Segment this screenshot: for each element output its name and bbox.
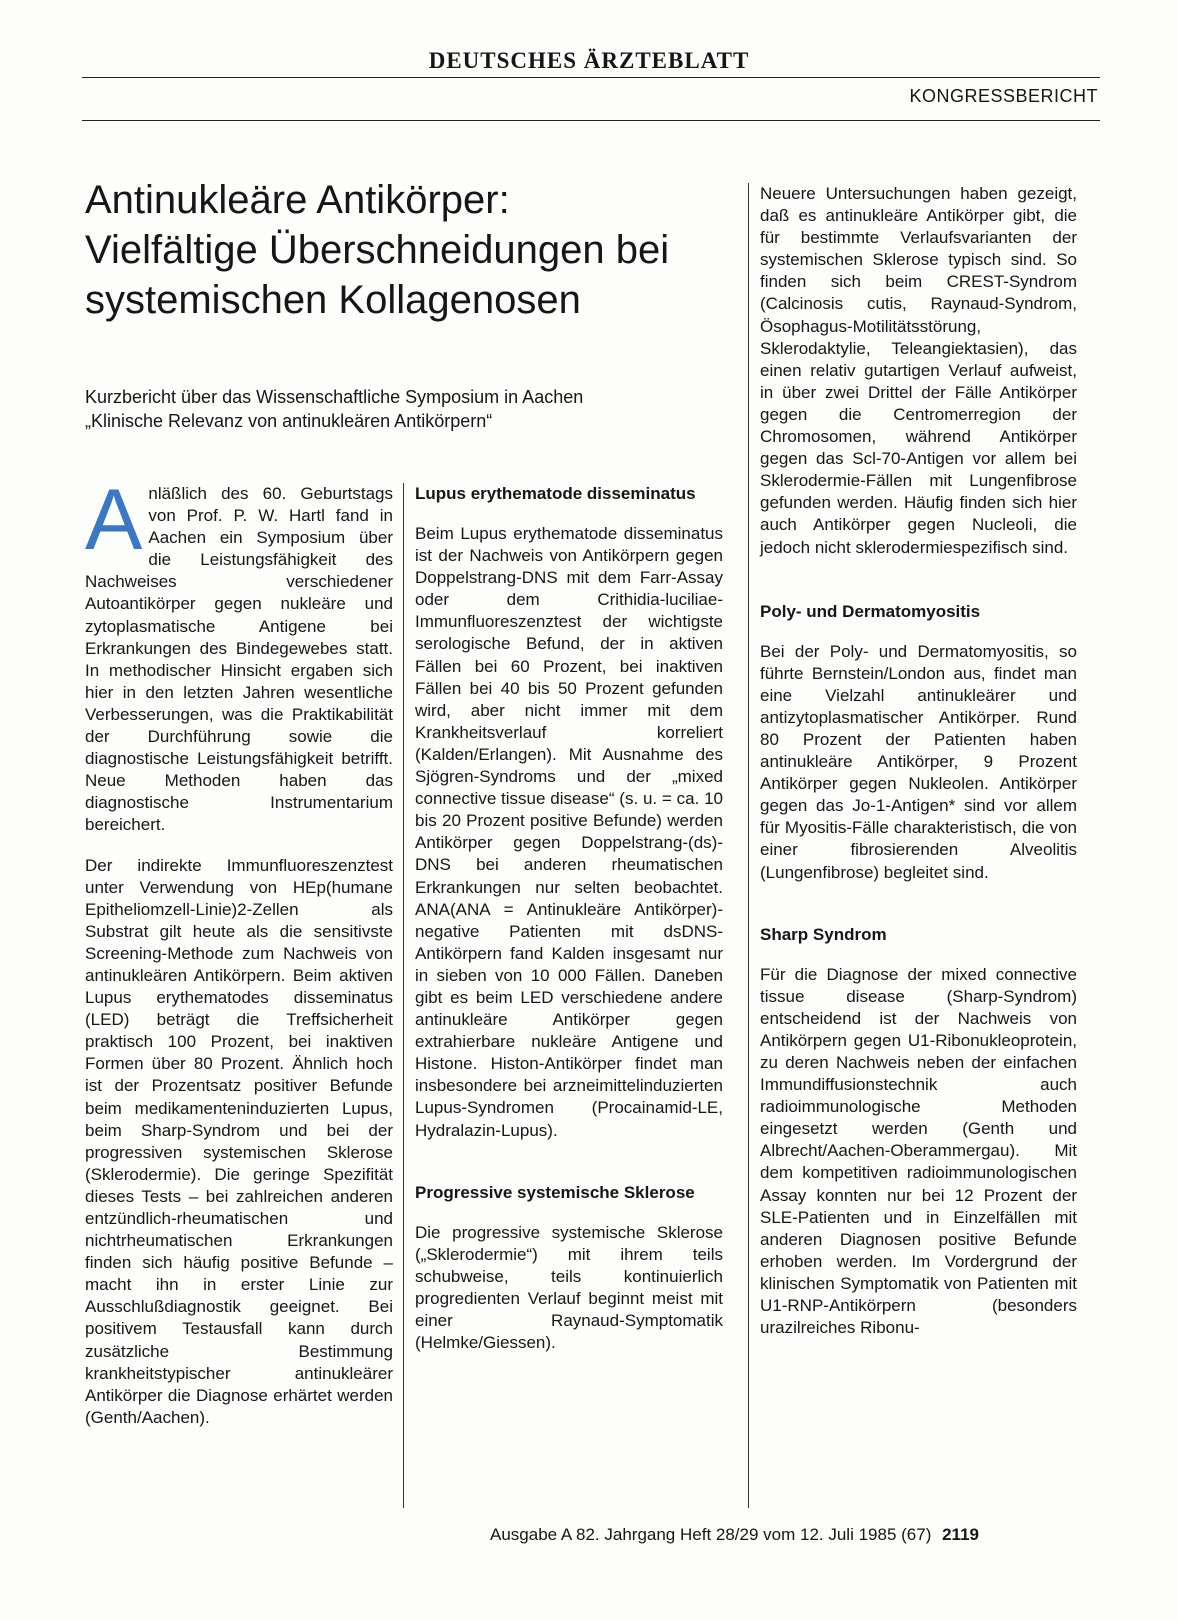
section-label: KONGRESSBERICHT	[909, 86, 1098, 106]
paragraph-text: nläßlich des 60. Geburtstags von Prof. P. W. Hartl fand in Aachen ein Symposium über die Leistungsfähigkeit des Nachweises verschiedener Autoantikörper gegen nukleäre und zytoplasmatische Antigene bei Erkrankungen des Bindegewebes statt. In methodischer Hinsicht ergaben sich hier in den letzten Jahren wesentliche Verbesserungen, was die Praktikabilität der Durchführung sowie die diagnostische Leistungsfähigkeit betrifft. Neue Methoden haben das diagnostische Instrumentarium bereichert.	[85, 484, 393, 835]
issue-info: Ausgabe A 82. Jahrgang Heft 28/29 vom 12. Juli 1985 (67)	[490, 1525, 932, 1544]
column-1	[85, 472, 393, 1429]
page-footer	[490, 1525, 979, 1545]
paragraph: Beim Lupus erythematode disseminatus ist der Nachweis von Antikörpern gegen Doppelstrang-DNS mit dem Farr-Assay oder dem Crithidia-luciliae-Immunfluoreszenztest der wichtigste serologische Befund, der in aktiven Fällen bei 60 Prozent, bei inaktiven Fällen bei 40 bis 50 Prozent gefunden wird, aber nicht immer mit dem Krankheitsverlauf korreliert (Kalden/Erlangen). Mit Ausnahme des Sjögren-Syndroms und der „mixed connective tissue disease“ (s. u. = ca. 10 bis 20 Prozent positive Befunde) werden Antikörper gegen Doppelstrang-(ds)-DNS bei anderen rheumatischen Erkrankungen nur selten beobachtet. ANA(ANA = Antinukleäre Antikörper)-negative Patienten mit dsDNS-Antikörpern fand Kalden insgesamt nur in sieben von 10 000 Fällen. Daneben gibt es beim LED verschiedene andere antinukleäre Antikörper gegen extrahierbare nukleäre Antigene und Histone. Histon-Antikörper findet man insbesondere bei arzneimittelinduzierten Lupus-Syndromen (Procainamid-LE, Hydralazin-Lupus).	[415, 524, 723, 1140]
paragraph	[85, 472, 393, 837]
subtitle-line: „Klinische Relevanz von antinukleären Antikörpern“	[85, 411, 493, 431]
column-divider	[748, 183, 749, 1508]
masthead: DEUTSCHES ÄRZTEBLATT	[428, 48, 750, 73]
section-heading: Progressive systemische Sklerose	[415, 1182, 695, 1202]
article-title	[85, 175, 735, 325]
header-rule	[82, 77, 1100, 78]
section-heading: Lupus erythematode disseminatus	[415, 484, 696, 503]
paragraph: Bei der Poly- und Dermatomyositis, so führte Bernstein/London aus, findet man eine Vielzahl antinukleärer und antizytoplasmatischer Antikörper. Rund 80 Prozent der Patienten haben antinukleäre Antikörper, 9 Prozent Antikörper gegen Nukleolen. Antikörper gegen das Jo-1-Antigen* sind vor allem für Myositis-Fälle charakteristisch, die von einer fibrosierenden Alveolitis (Lungenfibrose) begleitet sind.	[760, 641, 1077, 882]
subtitle-line: Kurzbericht über das Wissenschaftliche Symposium in Aachen	[85, 387, 584, 407]
title-line: systemischen Kollagenosen	[85, 278, 581, 322]
column-divider	[403, 483, 404, 1508]
section-heading: Poly- und Dermatomyositis	[760, 601, 981, 621]
article-subtitle	[85, 385, 735, 433]
section-heading: Sharp Syndrom	[760, 924, 887, 944]
column-3	[760, 183, 1077, 1339]
title-line: Antinukleäre Antikörper:	[85, 178, 510, 222]
drop-cap: A	[85, 472, 143, 568]
section-rule	[82, 120, 1100, 121]
paragraph: Die progressive systemische Sklerose („Sklerodermie“) mit ihrem teils schubweise, teils kontinuierlich progredienten Verlauf beginnt meist mit einer Raynaud-Symptomatik (Helmke/Giessen).	[415, 1222, 723, 1353]
page-number: 2119	[942, 1525, 979, 1544]
paragraph: Der indirekte Immunfluoreszenztest unter Verwendung von HEp(humane Epitheliomzell-Linie)2-Zellen als Substrat gilt heute als die sensitivste Screening-Methode zum Nachweis von antinukleären Antikörpern. Beim aktiven Lupus erythematodes disseminatus (LED) beträgt die Treffsicherheit praktisch 100 Prozent, bei inaktiven Formen über 80 Prozent. Ähnlich hoch ist der Prozentsatz positiver Befunde beim medikamenteninduzierten Lupus, beim Sharp-Syndrom und bei der progressiven systemischen Sklerose (Sklerodermie). Die geringe Spezifität dieses Tests – bei zahlreichen anderen entzündlich-rheumatischen und nichtrheumatischen Erkrankungen finden sich häufig positive Befunde – macht ihn in erster Linie zur Ausschlußdiagnostik geeignet. Bei positivem Testausfall kann durch zusätzliche Bestimmung krankheitstypischer antinukleärer Antikörper die Diagnose erhärtet werden (Genth/Aachen).	[85, 855, 393, 1427]
title-line: Vielfältige Überschneidungen bei	[85, 228, 670, 272]
column-2	[415, 483, 723, 1354]
paragraph: Für die Diagnose der mixed connective tissue disease (Sharp-Syndrom) entscheidend ist der Nachweis von Antikörpern gegen U1-Ribonukleoprotein, zu deren Nachweis neben der einfachen Immundiffusionstechnik auch radioimmunologische Methoden eingesetzt werden (Genth und Albrecht/Aachen-Oberammergau). Mit dem kompetitiven radioimmunologischen Assay konnten nur bei 12 Prozent der SLE-Patienten und in Einzelfällen mit anderen Diagnosen positive Befunde erhoben werden. Im Vordergrund der klinischen Symptomatik von Patienten mit U1-RNP-Antikörpern (besonders urazilreiches Ribonu-	[760, 964, 1077, 1338]
paragraph: Neuere Untersuchungen haben gezeigt, daß es antinukleäre Antikörper gibt, die für bestimmte Verlaufsvarianten der systemischen Sklerose typisch sind. So finden sich beim CREST-Syndrom (Calcinosis cutis, Raynaud-Syndrom, Ösophagus-Motilitätsstörung, Sklerodaktylie, Teleangiektasien), das einen relativ gutartigen Verlauf aufweist, in über zwei Drittel der Fälle Antikörper gegen die Centromerregion der Chromosomen, während Antikörper gegen das Scl-70-Antigen vor allem bei Sklerodermie-Fällen mit Lungenfibrose gefunden werden. Häufig finden sich hier auch Antikörper gegen Nucleoli, die jedoch nicht sklerodermiespezifisch sind.	[760, 184, 1077, 557]
